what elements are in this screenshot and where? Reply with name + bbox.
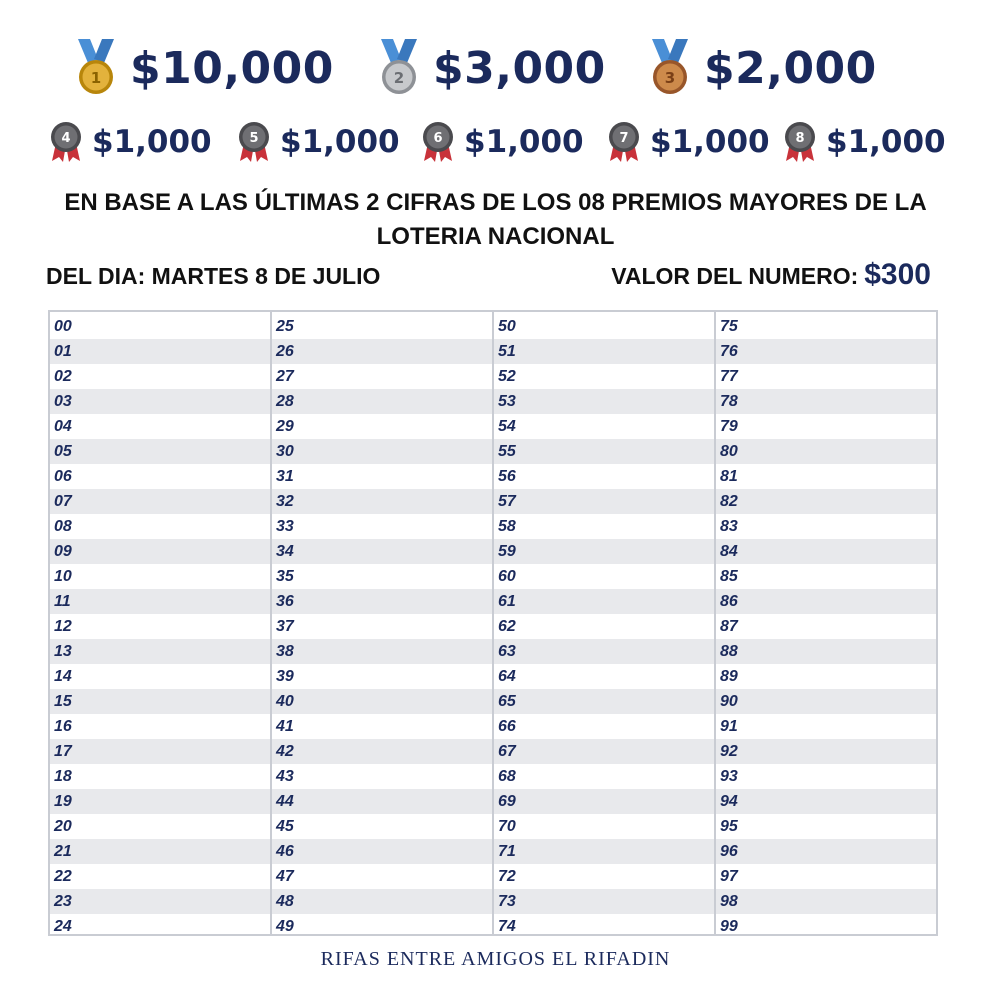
- number-cell[interactable]: 17: [50, 739, 270, 764]
- rules-headline: [30, 186, 961, 254]
- number-cell[interactable]: 31: [276, 468, 294, 485]
- prize-3: [646, 36, 877, 100]
- number-cell[interactable]: 06: [54, 468, 72, 485]
- number-cell[interactable]: 86: [716, 589, 936, 614]
- number-cell[interactable]: 62: [498, 618, 516, 635]
- number-cell[interactable]: 52: [498, 368, 516, 385]
- number-cell[interactable]: 83: [720, 518, 738, 535]
- number-cell[interactable]: 14: [54, 668, 72, 685]
- number-value-label: VALOR DEL NUMERO:: [611, 263, 859, 289]
- number-cell[interactable]: 99: [720, 918, 738, 935]
- number-cell[interactable]: 72: [498, 868, 516, 885]
- number-cell[interactable]: 98: [716, 889, 936, 914]
- number-cell[interactable]: 07: [50, 489, 270, 514]
- prize-7: [606, 120, 770, 164]
- number-cell[interactable]: 78: [716, 389, 936, 414]
- medal-number: 1: [90, 69, 102, 87]
- number-cell[interactable]: 81: [720, 468, 738, 485]
- number-cell[interactable]: 41: [276, 718, 294, 735]
- number-cell[interactable]: 37: [276, 618, 294, 635]
- number-cell[interactable]: 44: [272, 789, 492, 814]
- medal-number: 8: [795, 131, 805, 146]
- number-grid: [48, 310, 938, 936]
- number-cell[interactable]: 85: [720, 568, 738, 585]
- number-cell[interactable]: 54: [498, 418, 516, 435]
- number-cell[interactable]: 38: [272, 639, 492, 664]
- number-column: [50, 312, 272, 934]
- number-cell[interactable]: 47: [276, 868, 294, 885]
- number-cell[interactable]: 55: [494, 439, 714, 464]
- rosette-medal-icon: [48, 121, 84, 163]
- number-cell[interactable]: 42: [272, 739, 492, 764]
- number-cell[interactable]: 32: [272, 489, 492, 514]
- number-cell[interactable]: 64: [498, 668, 516, 685]
- prize-5: [236, 120, 400, 164]
- number-cell[interactable]: 70: [498, 818, 516, 835]
- number-cell[interactable]: 40: [272, 689, 492, 714]
- number-cell[interactable]: 84: [716, 539, 936, 564]
- number-cell[interactable]: 26: [272, 339, 492, 364]
- prize-6: [420, 120, 584, 164]
- number-cell[interactable]: 18: [54, 768, 72, 785]
- prize-amount: $1,000: [280, 124, 400, 160]
- number-cell[interactable]: 16: [54, 718, 72, 735]
- number-cell[interactable]: 76: [716, 339, 936, 364]
- number-cell[interactable]: 24: [54, 918, 72, 935]
- number-cell[interactable]: 51: [494, 339, 714, 364]
- number-cell[interactable]: 79: [720, 418, 738, 435]
- prize-4: [48, 120, 212, 164]
- number-cell[interactable]: 65: [494, 689, 714, 714]
- number-cell[interactable]: 93: [720, 768, 738, 785]
- gold-medal-icon: [72, 39, 120, 97]
- number-cell[interactable]: 61: [494, 589, 714, 614]
- rosette-medal-icon: [236, 121, 272, 163]
- number-cell[interactable]: 35: [276, 568, 294, 585]
- prize-1: [72, 36, 334, 100]
- organizer-name: RIFAS ENTRE AMIGOS EL RIFADIN: [320, 948, 671, 970]
- number-cell[interactable]: 05: [50, 439, 270, 464]
- number-cell[interactable]: 50: [498, 318, 516, 335]
- number-value-price: $300: [864, 258, 931, 291]
- number-cell[interactable]: 28: [272, 389, 492, 414]
- number-cell[interactable]: 59: [494, 539, 714, 564]
- headline-line-2: LOTERIA NACIONAL: [376, 223, 615, 250]
- number-cell[interactable]: 36: [272, 589, 492, 614]
- prize-2: [375, 36, 606, 100]
- number-cell[interactable]: 13: [50, 639, 270, 664]
- number-cell[interactable]: 00: [54, 318, 72, 335]
- number-cell[interactable]: 74: [498, 918, 516, 935]
- number-cell[interactable]: 88: [716, 639, 936, 664]
- number-cell[interactable]: 53: [494, 389, 714, 414]
- number-cell[interactable]: 75: [720, 318, 738, 335]
- medal-number: 6: [433, 131, 443, 146]
- number-cell[interactable]: 20: [54, 818, 72, 835]
- number-cell[interactable]: 48: [272, 889, 492, 914]
- number-cell[interactable]: 69: [494, 789, 714, 814]
- prize-amount: $1,000: [650, 124, 770, 160]
- number-cell[interactable]: 02: [54, 368, 72, 385]
- number-cell[interactable]: 60: [498, 568, 516, 585]
- number-cell[interactable]: 03: [50, 389, 270, 414]
- number-cell[interactable]: 77: [720, 368, 738, 385]
- number-cell[interactable]: 33: [276, 518, 294, 535]
- rosette-medal-icon: [606, 121, 642, 163]
- number-cell[interactable]: 63: [494, 639, 714, 664]
- number-cell[interactable]: 04: [54, 418, 72, 435]
- number-cell[interactable]: 30: [272, 439, 492, 464]
- rosette-medal-icon: [782, 121, 818, 163]
- number-cell[interactable]: 01: [50, 339, 270, 364]
- prize-amount: $10,000: [130, 42, 334, 94]
- number-cell[interactable]: 23: [50, 889, 270, 914]
- draw-date: DEL DIA: MARTES 8 DE JULIO: [46, 263, 381, 289]
- prize-amount: $1,000: [464, 124, 584, 160]
- number-cell[interactable]: 90: [716, 689, 936, 714]
- number-cell[interactable]: 68: [498, 768, 516, 785]
- number-cell[interactable]: 57: [494, 489, 714, 514]
- number-cell[interactable]: 19: [50, 789, 270, 814]
- number-cell[interactable]: 73: [494, 889, 714, 914]
- prize-amount: $1,000: [92, 124, 212, 160]
- number-cell[interactable]: 08: [54, 518, 72, 535]
- number-cell[interactable]: 29: [276, 418, 294, 435]
- number-cell[interactable]: 09: [50, 539, 270, 564]
- number-cell[interactable]: 25: [276, 318, 294, 335]
- headline-line-1: EN BASE A LAS ÚLTIMAS 2 CIFRAS DE LOS 08 PREMIOS MAYORES DE LA: [64, 189, 927, 216]
- medal-number: 7: [619, 131, 629, 146]
- number-cell[interactable]: 22: [54, 868, 72, 885]
- number-cell[interactable]: 56: [498, 468, 516, 485]
- number-cell[interactable]: 45: [276, 818, 294, 835]
- silver-medal-icon: [375, 39, 423, 97]
- number-cell[interactable]: 43: [276, 768, 294, 785]
- number-cell[interactable]: 34: [272, 539, 492, 564]
- prize-amount: $1,000: [826, 124, 946, 160]
- number-cell[interactable]: 67: [494, 739, 714, 764]
- number-cell[interactable]: 10: [54, 568, 72, 585]
- number-cell[interactable]: 66: [498, 718, 516, 735]
- number-cell[interactable]: 71: [494, 839, 714, 864]
- number-column: [716, 312, 936, 934]
- number-cell[interactable]: 95: [720, 818, 738, 835]
- prize-8: [782, 120, 946, 164]
- number-cell[interactable]: 46: [272, 839, 492, 864]
- medal-number: 5: [249, 131, 259, 146]
- prize-amount: $3,000: [433, 42, 606, 94]
- number-column: [272, 312, 494, 934]
- number-cell[interactable]: 89: [720, 668, 738, 685]
- medal-number: 2: [393, 69, 405, 87]
- number-cell[interactable]: 49: [276, 918, 294, 935]
- prize-amount: $2,000: [704, 42, 877, 94]
- number-value: [611, 258, 931, 292]
- number-cell[interactable]: 96: [716, 839, 936, 864]
- number-cell[interactable]: 12: [54, 618, 72, 635]
- number-cell[interactable]: 91: [720, 718, 738, 735]
- number-cell[interactable]: 21: [50, 839, 270, 864]
- number-cell[interactable]: 92: [716, 739, 936, 764]
- number-cell[interactable]: 58: [498, 518, 516, 535]
- number-cell[interactable]: 80: [716, 439, 936, 464]
- number-cell[interactable]: 94: [716, 789, 936, 814]
- number-cell[interactable]: 82: [716, 489, 936, 514]
- medal-number: 4: [61, 131, 71, 146]
- number-column: [494, 312, 716, 934]
- number-cell[interactable]: 15: [50, 689, 270, 714]
- number-cell[interactable]: 87: [720, 618, 738, 635]
- number-cell[interactable]: 11: [50, 589, 270, 614]
- bronze-medal-icon: [646, 39, 694, 97]
- number-cell[interactable]: 39: [276, 668, 294, 685]
- number-cell[interactable]: 27: [276, 368, 294, 385]
- number-cell[interactable]: 97: [720, 868, 738, 885]
- rosette-medal-icon: [420, 121, 456, 163]
- medal-number: 3: [664, 69, 676, 87]
